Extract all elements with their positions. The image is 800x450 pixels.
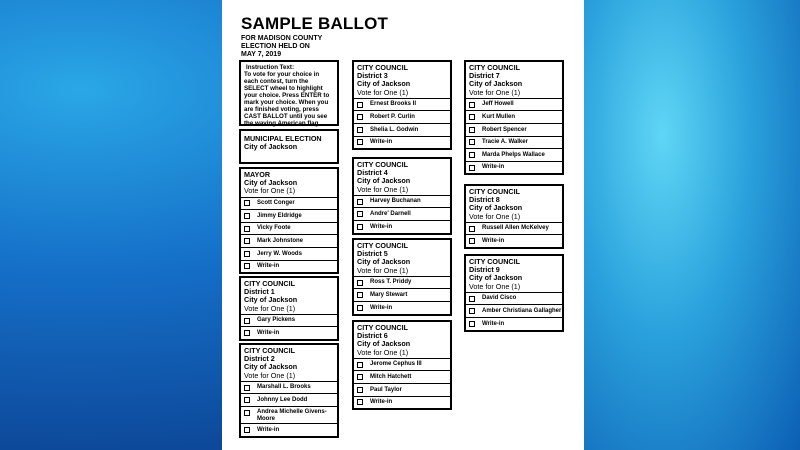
candidate-option[interactable] xyxy=(241,234,337,247)
contest-d4 xyxy=(352,157,452,235)
contest-d2 xyxy=(239,343,339,438)
contest-header xyxy=(241,278,337,314)
checkbox[interactable] xyxy=(357,399,363,405)
option-label: Write-in xyxy=(370,139,393,146)
checkbox[interactable] xyxy=(357,127,363,133)
contest-d7 xyxy=(464,60,564,175)
candidate-option[interactable] xyxy=(354,370,450,383)
vote-instruction: Vote for One (1) xyxy=(244,186,296,196)
candidate-option[interactable] xyxy=(466,304,562,317)
option-label: Write-in xyxy=(482,237,505,244)
contest-d9 xyxy=(464,254,564,332)
candidate-option[interactable] xyxy=(241,393,337,406)
write-in-option[interactable] xyxy=(466,161,562,174)
checkbox[interactable] xyxy=(469,238,475,244)
write-in-option[interactable] xyxy=(241,326,337,339)
vote-instruction: Vote for One (1) xyxy=(469,87,521,97)
candidate-option[interactable] xyxy=(354,276,450,289)
contest-header xyxy=(241,169,337,197)
candidate-option[interactable] xyxy=(466,222,562,235)
municipal-city: City of Jackson xyxy=(244,142,298,152)
municipal-box xyxy=(239,129,339,164)
subtitle-line: MAY 7, 2019 xyxy=(241,51,282,58)
contest-header xyxy=(466,62,562,98)
contest-header-line: District 2 xyxy=(244,354,275,364)
contest-header-line: CITY COUNCIL xyxy=(469,257,520,266)
candidate-option[interactable] xyxy=(466,136,562,149)
option-label: Andrea Michelle Givens-Moore xyxy=(257,409,327,422)
vote-instruction: Vote for One (1) xyxy=(244,370,296,380)
write-in-option[interactable] xyxy=(354,396,450,409)
checkbox[interactable] xyxy=(244,385,250,391)
vote-instruction: Vote for One (1) xyxy=(357,184,409,194)
contest-header-line: CITY COUNCIL xyxy=(357,323,408,332)
candidate-option[interactable] xyxy=(354,195,450,208)
contest-header xyxy=(354,62,450,98)
option-label: Write-in xyxy=(482,320,505,327)
contest-header-line: District 6 xyxy=(357,331,388,341)
candidate-option[interactable] xyxy=(354,98,450,111)
checkbox[interactable] xyxy=(469,308,475,314)
candidate-option[interactable] xyxy=(241,197,337,210)
option-label: Write-in xyxy=(482,164,505,171)
vote-instruction: Vote for One (1) xyxy=(357,87,409,97)
instruction-box xyxy=(239,60,339,126)
checkbox[interactable] xyxy=(469,102,475,108)
write-in-option[interactable] xyxy=(466,317,562,330)
option-label: Ross T. Priddy xyxy=(370,279,412,286)
option-label: Shelia L. Godwin xyxy=(370,126,419,133)
checkbox[interactable] xyxy=(469,127,475,133)
contest-header-line: City of Jackson xyxy=(469,203,523,213)
contest-header-line: City of Jackson xyxy=(357,176,411,186)
option-label: Marshall L. Brooks xyxy=(257,384,311,391)
checkbox[interactable] xyxy=(357,374,363,380)
contest-header-line: CITY COUNCIL xyxy=(469,63,520,72)
contest-header-line: District 4 xyxy=(357,168,388,178)
contest-header xyxy=(354,159,450,195)
option-label: Andre' Darnell xyxy=(370,210,411,217)
subtitle-line: FOR MADISON COUNTY xyxy=(241,35,323,42)
option-label: David Cisco xyxy=(482,295,517,302)
contest-header-line: City of Jackson xyxy=(357,79,411,89)
option-label: Vicky Foote xyxy=(257,225,291,232)
contest-d6 xyxy=(352,320,452,410)
contest-header-line: District 8 xyxy=(469,195,500,205)
contest-header xyxy=(466,186,562,222)
write-in-option[interactable] xyxy=(354,220,450,233)
checkbox[interactable] xyxy=(357,305,363,311)
contest-header-line: City of Jackson xyxy=(357,257,411,267)
candidate-option[interactable] xyxy=(354,383,450,396)
vote-instruction: Vote for One (1) xyxy=(357,347,409,357)
candidate-option[interactable] xyxy=(354,288,450,301)
option-label: Jeff Howell xyxy=(482,101,514,108)
write-in-option[interactable] xyxy=(241,260,337,273)
option-label: Mary Stewart xyxy=(370,291,408,298)
option-label: Mitch Hatchett xyxy=(370,373,412,380)
candidate-option[interactable] xyxy=(241,381,337,394)
checkbox[interactable] xyxy=(244,427,250,433)
option-label: Harvey Buchanan xyxy=(370,198,421,205)
checkbox[interactable] xyxy=(469,114,475,120)
contest-d5 xyxy=(352,238,452,316)
option-label: Write-in xyxy=(257,426,280,433)
checkbox[interactable] xyxy=(357,102,363,108)
checkbox[interactable] xyxy=(244,410,250,416)
contest-header-line: City of Jackson xyxy=(357,339,411,349)
checkbox[interactable] xyxy=(244,397,250,403)
candidate-option[interactable] xyxy=(354,110,450,123)
candidate-option[interactable] xyxy=(241,406,337,423)
option-label: Amber Christiana Gallagher xyxy=(482,307,562,314)
option-label: Scott Conger xyxy=(257,200,295,207)
option-label: Mark Johnstone xyxy=(257,237,304,244)
contest-header-line: CITY COUNCIL xyxy=(244,279,295,288)
ballot-page xyxy=(222,0,584,450)
option-label: Marda Phelps Wallace xyxy=(482,151,545,158)
vote-instruction: Vote for One (1) xyxy=(469,211,521,221)
checkbox[interactable] xyxy=(357,199,363,205)
checkbox[interactable] xyxy=(244,226,250,232)
vote-instruction: Vote for One (1) xyxy=(357,265,409,275)
instruction-body: To vote for your choice in each contest, turn the SELECT wheel to highlight your choice. Press ENTER to mark your choice. When you are finished voting, press CAST BALLOT until you see the waving American flag. xyxy=(244,71,330,127)
vote-instruction: Vote for One (1) xyxy=(469,281,521,291)
contest-header-line: District 5 xyxy=(357,249,388,259)
checkbox[interactable] xyxy=(469,226,475,232)
contest-header xyxy=(354,322,450,358)
contest-header-line: MAYOR xyxy=(244,170,271,179)
contest-header-line: CITY COUNCIL xyxy=(357,160,408,169)
checkbox[interactable] xyxy=(244,318,250,324)
checkbox[interactable] xyxy=(357,224,363,230)
option-label: Russell Allen McKelvey xyxy=(482,225,549,232)
option-label: Kurt Mullen xyxy=(482,113,515,120)
option-label: Jerry W. Woods xyxy=(257,250,302,257)
option-label: Ernest Brooks II xyxy=(370,101,417,108)
candidate-option[interactable] xyxy=(466,148,562,161)
write-in-option[interactable] xyxy=(466,234,562,247)
contest-d1 xyxy=(239,276,339,341)
checkbox[interactable] xyxy=(469,139,475,145)
candidate-option[interactable] xyxy=(241,222,337,235)
contest-header-line: District 1 xyxy=(244,287,275,297)
ballot-title: SAMPLE BALLOT xyxy=(241,14,389,33)
option-label: Write-in xyxy=(257,329,280,336)
contest-header-line: City of Jackson xyxy=(244,362,298,372)
option-label: Write-in xyxy=(370,399,393,406)
checkbox[interactable] xyxy=(244,263,250,269)
checkbox[interactable] xyxy=(357,292,363,298)
checkbox[interactable] xyxy=(357,211,363,217)
checkbox[interactable] xyxy=(469,165,475,171)
contest-header-line: City of Jackson xyxy=(244,295,298,305)
contest-header-line: City of Jackson xyxy=(469,273,523,283)
option-label: Robert P. Curlin xyxy=(370,113,415,120)
checkbox[interactable] xyxy=(469,152,475,158)
checkbox[interactable] xyxy=(469,321,475,327)
checkbox[interactable] xyxy=(469,296,475,302)
contest-header-line: CITY COUNCIL xyxy=(357,63,408,72)
write-in-option[interactable] xyxy=(354,136,450,149)
option-label: Tracie A. Walker xyxy=(482,139,528,146)
candidate-option[interactable] xyxy=(466,98,562,111)
option-label: Robert Spencer xyxy=(482,126,527,133)
checkbox[interactable] xyxy=(357,387,363,393)
option-label: Jerome Cephus III xyxy=(370,361,422,368)
checkbox[interactable] xyxy=(357,362,363,368)
candidate-option[interactable] xyxy=(354,207,450,220)
option-label: Johnny Lee Dodd xyxy=(257,396,308,403)
contest-header-line: CITY COUNCIL xyxy=(357,241,408,250)
write-in-option[interactable] xyxy=(241,423,337,436)
contest-header-line: CITY COUNCIL xyxy=(469,187,520,196)
checkbox[interactable] xyxy=(357,280,363,286)
contest-mayor xyxy=(239,167,339,274)
instruction-heading: Instruction Text: xyxy=(246,64,295,71)
contest-header-line: District 3 xyxy=(357,71,388,81)
subtitle-line: ELECTION HELD ON xyxy=(241,43,310,50)
checkbox[interactable] xyxy=(357,114,363,120)
contest-header-line: CITY COUNCIL xyxy=(244,346,295,355)
write-in-option[interactable] xyxy=(354,301,450,314)
candidate-option[interactable] xyxy=(354,123,450,136)
contest-header-line: City of Jackson xyxy=(469,79,523,89)
checkbox[interactable] xyxy=(244,200,250,206)
contest-header-line: District 9 xyxy=(469,265,500,275)
checkbox[interactable] xyxy=(244,330,250,336)
background-glow xyxy=(570,0,800,450)
option-label: Write-in xyxy=(370,223,393,230)
candidate-option[interactable] xyxy=(354,358,450,371)
contest-header-line: District 7 xyxy=(469,71,500,81)
option-label: Paul Taylor xyxy=(370,386,402,393)
candidate-option[interactable] xyxy=(466,292,562,305)
municipal-title: MUNICIPAL ELECTION xyxy=(244,134,322,143)
contest-d8 xyxy=(464,184,564,249)
candidate-option[interactable] xyxy=(241,247,337,260)
vote-instruction: Vote for One (1) xyxy=(244,303,296,313)
ballot-subtitle xyxy=(241,35,351,59)
contest-header-line: City of Jackson xyxy=(244,178,298,188)
candidate-option[interactable] xyxy=(241,314,337,327)
contest-header xyxy=(466,256,562,292)
contest-header xyxy=(354,240,450,276)
checkbox[interactable] xyxy=(244,213,250,219)
option-label: Gary Pickens xyxy=(257,317,296,324)
contest-d3 xyxy=(352,60,452,150)
candidate-option[interactable] xyxy=(466,110,562,123)
candidate-option[interactable] xyxy=(241,209,337,222)
candidate-option[interactable] xyxy=(466,123,562,136)
option-label: Jimmy Eldridge xyxy=(257,212,302,219)
checkbox[interactable] xyxy=(357,139,363,145)
option-label: Write-in xyxy=(257,263,280,270)
checkbox[interactable] xyxy=(244,251,250,257)
checkbox[interactable] xyxy=(244,238,250,244)
contest-header xyxy=(241,345,337,381)
option-label: Write-in xyxy=(370,304,393,311)
